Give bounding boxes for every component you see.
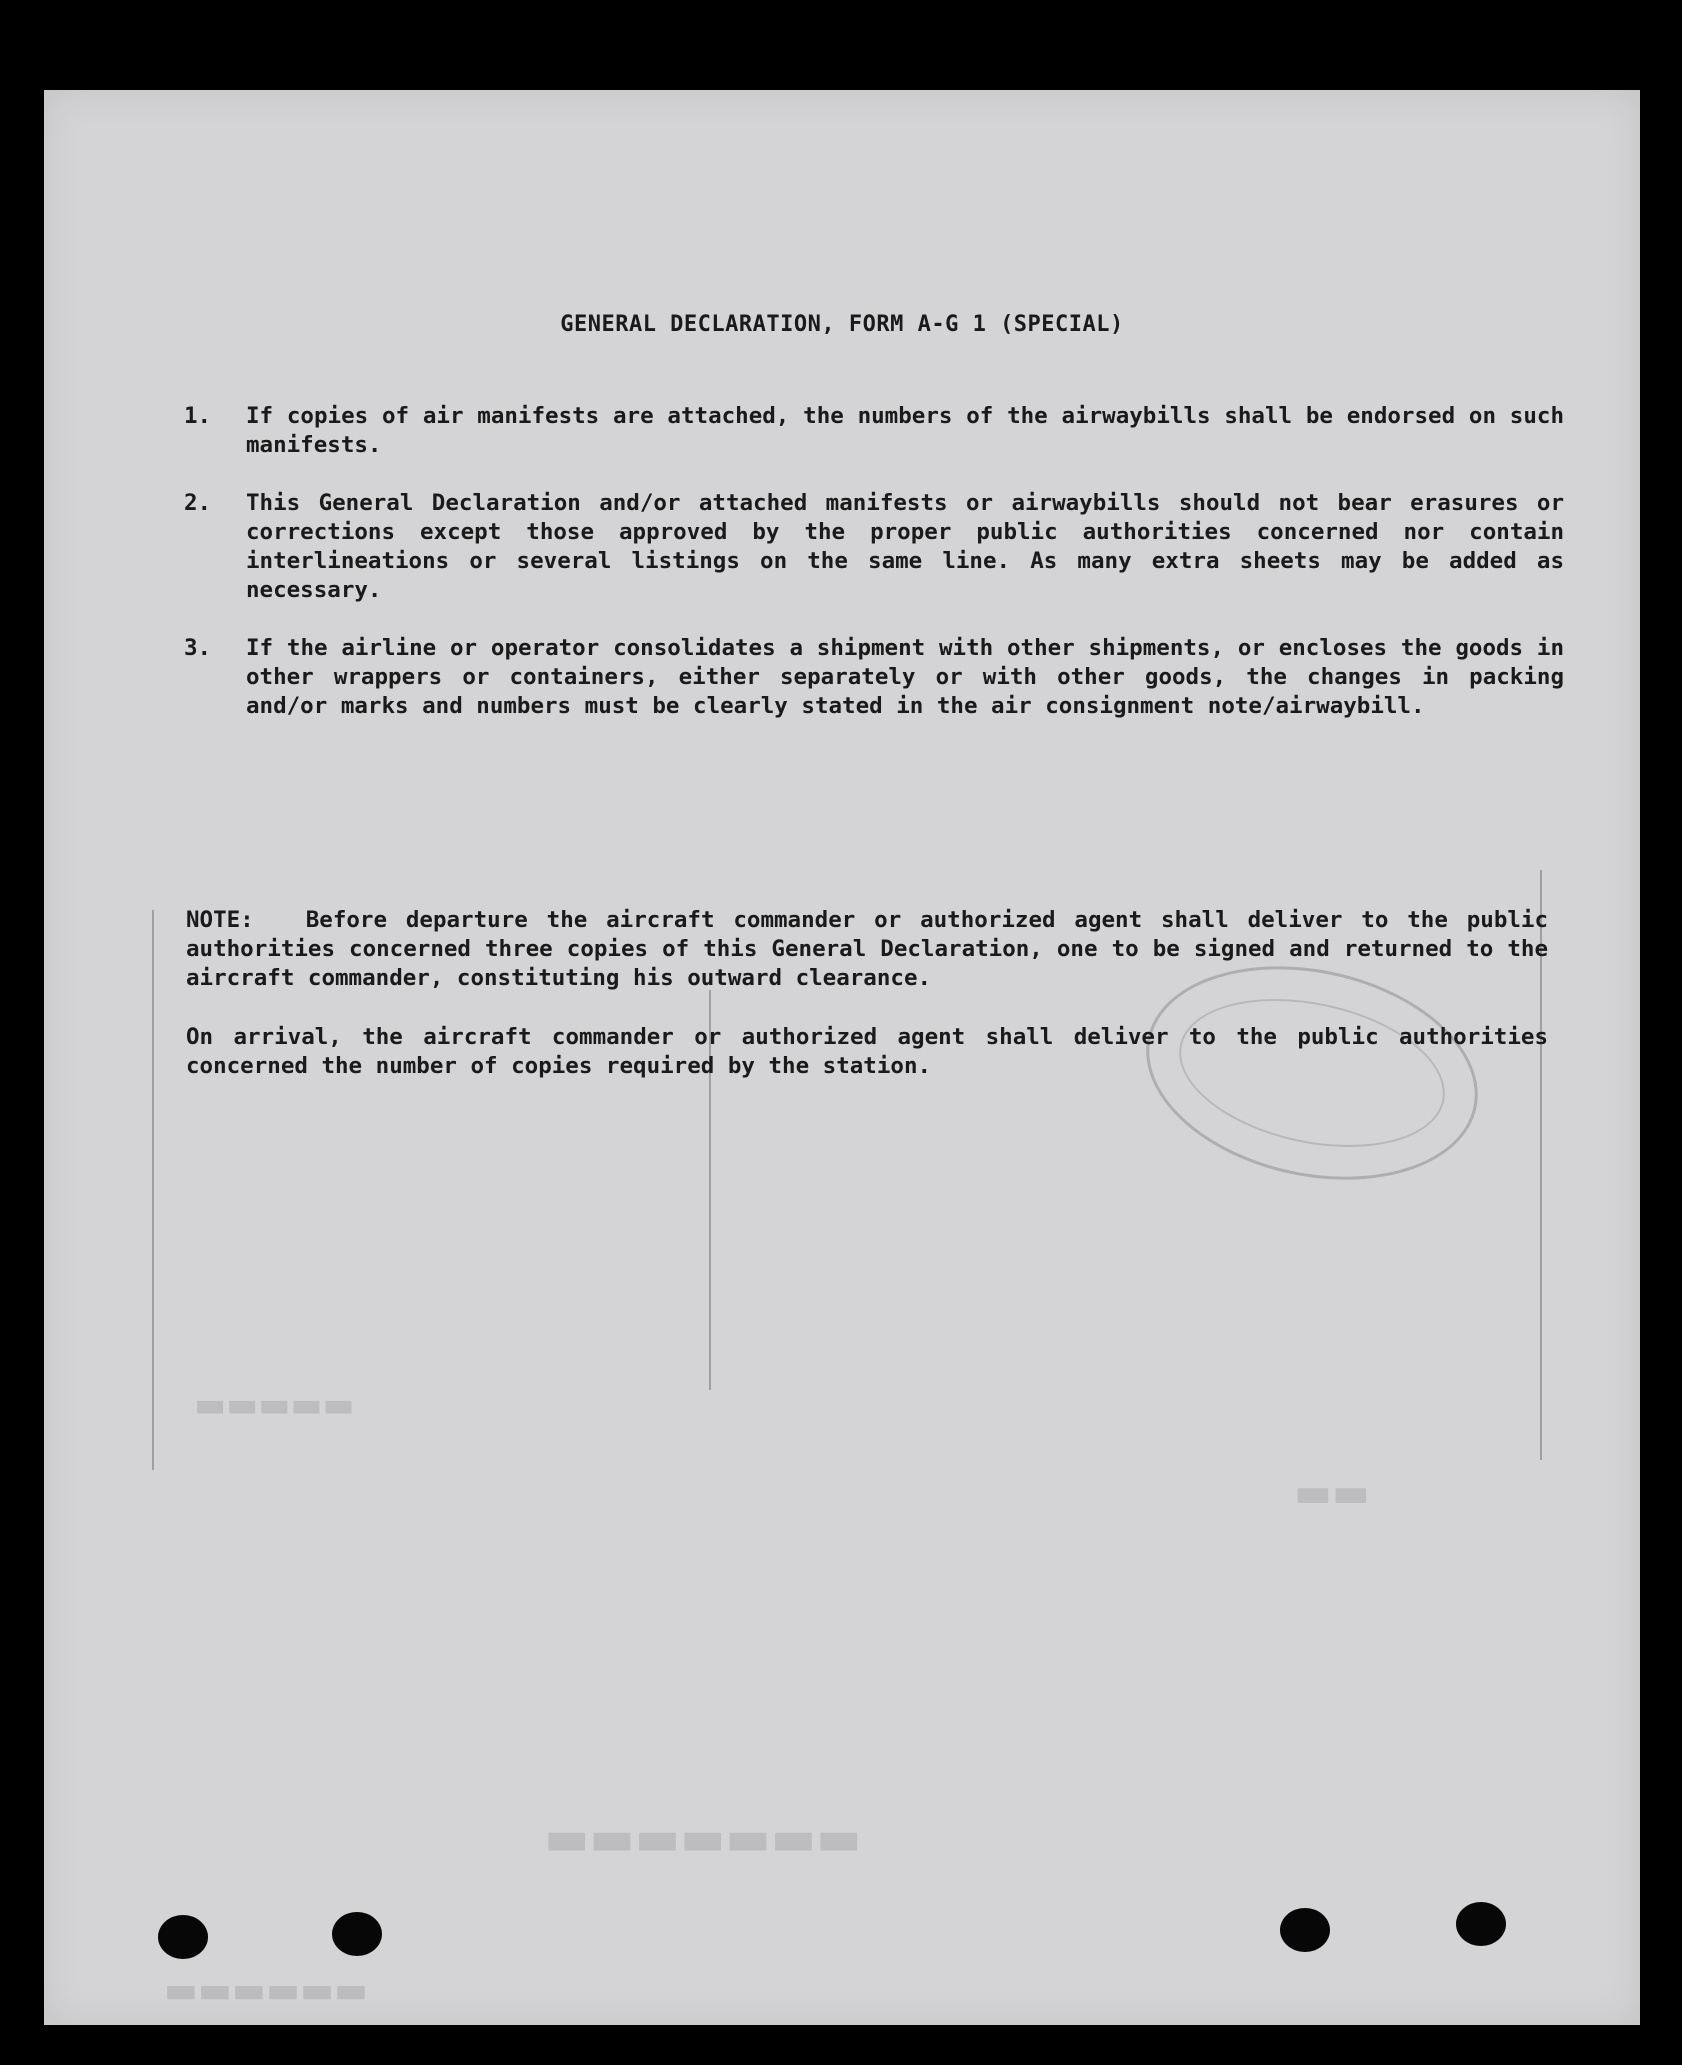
arrival-paragraph: On arrival, the aircraft commander or authorized agent shall deliver to the public authorities concerned the number of copies required by the station. xyxy=(186,1024,1548,1079)
item-text: If copies of air manifests are attached, the numbers of the airwaybills shall be endorsed on such manifests. xyxy=(246,403,1564,458)
bleed-through-mark: ▬▬▬▬▬▬▬ xyxy=(544,1810,862,1866)
document-page xyxy=(44,90,1640,2025)
document-title: GENERAL DECLARATION, FORM A-G 1 (SPECIAL) xyxy=(560,312,1124,337)
list-item xyxy=(184,489,1564,605)
frame-line-left xyxy=(152,910,154,1470)
item-number: 1. xyxy=(184,403,212,429)
instructions-list xyxy=(184,402,1564,750)
note-label: NOTE: xyxy=(186,907,254,933)
item-number: 2. xyxy=(184,490,212,516)
punch-hole xyxy=(158,1915,208,1959)
punch-hole xyxy=(1456,1902,1506,1946)
item-text: If the airline or operator consolidates a shipment with other shipments, or encloses the goods in other wrappers or containers, either separately or with other goods, the changes in packing and/or marks and numbers must be clearly stated in the air consignment note/airwaybill. xyxy=(246,635,1564,719)
punch-hole xyxy=(1280,1908,1330,1952)
bleed-through-mark: ▬▬ xyxy=(1294,1470,1370,1516)
punch-hole xyxy=(332,1912,382,1956)
note-section xyxy=(186,906,1548,1111)
list-item xyxy=(184,402,1564,460)
bleed-through-mark: ▬▬▬▬▬▬ xyxy=(164,1970,369,2011)
list-item xyxy=(184,634,1564,721)
note-paragraph xyxy=(186,906,1548,993)
bleed-through-mark: ▬▬▬▬▬ xyxy=(194,1385,355,1425)
item-text: This General Declaration and/or attached manifests or airwaybills should not bear erasures or corrections except those approved by the proper public authorities concerned nor contain interlineations or several listings on the same line. As many extra sheets may be added as necessary. xyxy=(246,490,1564,603)
item-number: 3. xyxy=(184,635,212,661)
note-text: Before departure the aircraft commander or authorized agent shall deliver to the public authorities concerned three copies of this General Declaration, one to be signed and returned to the aircraft commander, constituting his outward clearance. xyxy=(186,907,1548,991)
